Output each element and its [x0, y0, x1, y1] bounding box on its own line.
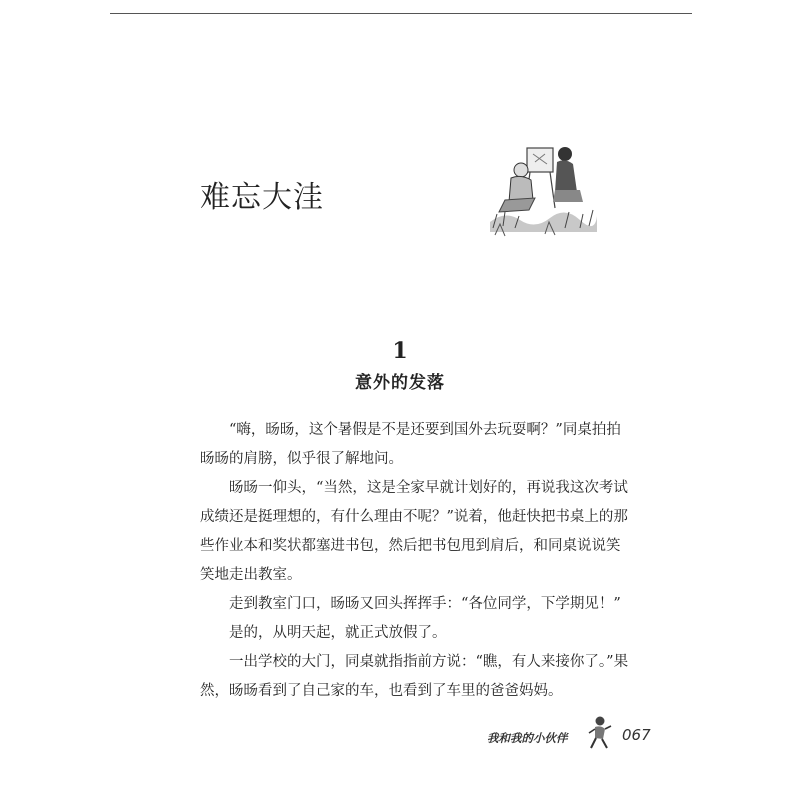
section-number: 1 [392, 338, 408, 364]
paragraph: “嗨，旸旸，这个暑假是不是还要到国外去玩耍啊？”同桌拍拍旸旸的肩膀，似乎很了解地问。 [200, 422, 621, 467]
chapter-title: 难忘大洼 [200, 180, 324, 215]
header-rule [110, 13, 692, 14]
paragraph: 是的，从明天起，就正式放假了。 [200, 625, 447, 641]
section-title: 意外的发落 [355, 373, 445, 393]
page-number: 067 [622, 726, 651, 744]
body-text [200, 416, 632, 706]
running-child-icon [585, 715, 613, 751]
paragraph: 一出学校的大门，同桌就指指前方说：“瞧，有人来接你了。”果然，旸旸看到了自己家的车，也看到了车里的爸爸妈妈。 [200, 654, 629, 699]
footer-book-title: 我和我的小伙伴 [487, 731, 568, 745]
paragraph: 旸旸一仰头，“当然，这是全家早就计划好的，再说我这次考试成绩还是挺理想的，有什么理由不呢？”说着，他赶快把书桌上的那些作业本和奖状都塞进书包，然后把书包甩到肩后，和同桌说说笑笑地走出教室。 [200, 480, 628, 583]
children-painting-illustration [485, 140, 600, 240]
paragraph: 走到教室门口，旸旸又回头挥挥手：“各位同学，下学期见！” [200, 596, 621, 612]
